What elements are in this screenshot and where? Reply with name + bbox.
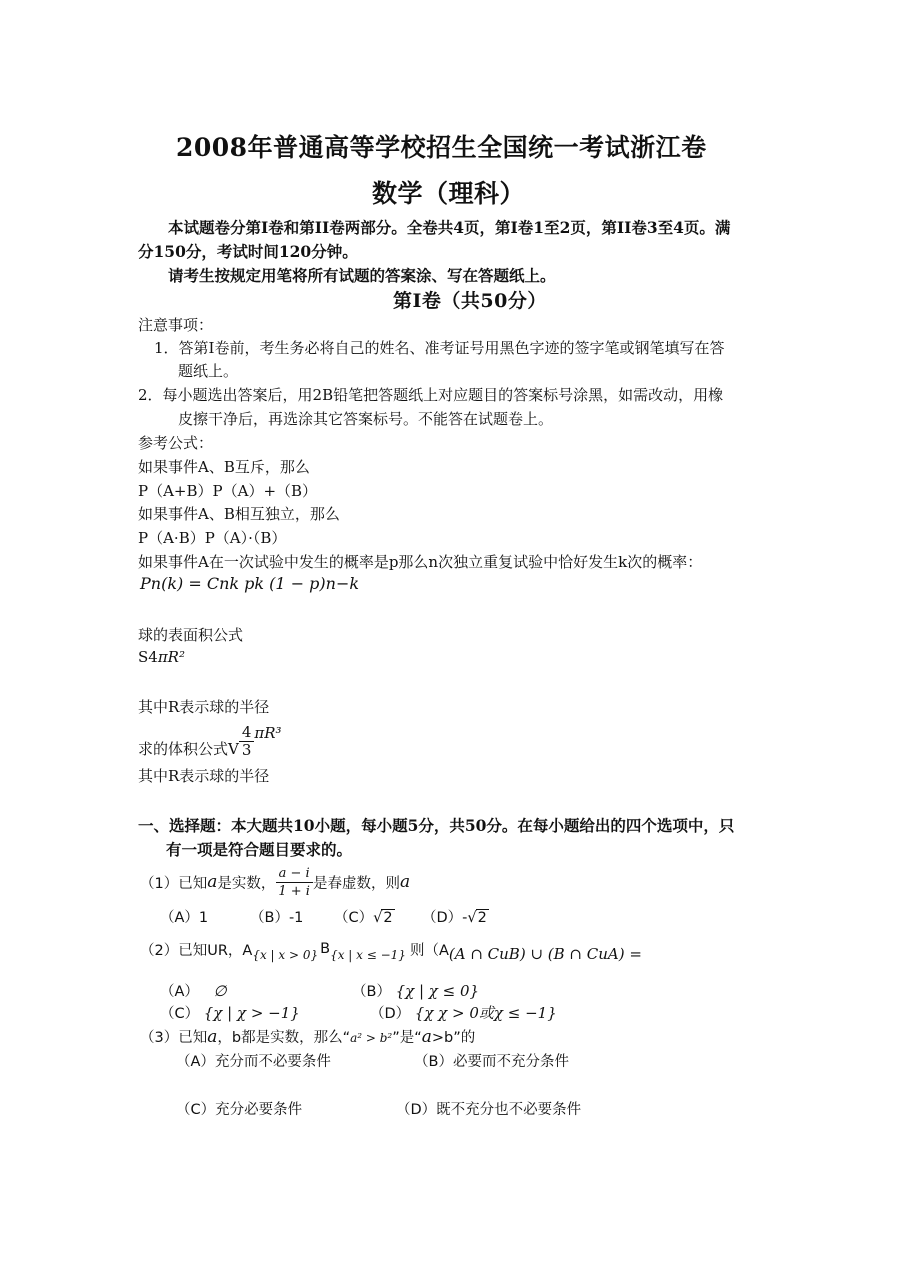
q3-option-d: （D）既不充分也不必要条件 (396, 1102, 582, 1118)
q1-option-c-radicand: 2 (383, 910, 393, 926)
q2-expression: (A ∩ CuB) ∪ (B ∩ CuA) = (448, 945, 642, 963)
formula-binomial: Pn(k) = Cnk pk (1 − p)n−k (140, 574, 360, 593)
exam-subtitle: 数学（理科） (372, 179, 526, 208)
formula-radius-note-1: 其中R表示球的半径 (138, 698, 270, 716)
formulas-heading: 参考公式： (138, 434, 214, 452)
question-2 (140, 934, 642, 964)
formula-sphere-volume-prefix: 求的体积公式V (138, 740, 239, 758)
q3-prefix: （3）已知 (140, 1030, 208, 1046)
q2-set-b: {x | x ≤ −1} (330, 948, 406, 962)
formula-sphere-volume-math: πR³ (254, 724, 282, 742)
q3-var: a (207, 1027, 218, 1047)
q1-fraction-den: 1 + i (278, 883, 310, 899)
q1-var: a (207, 872, 218, 892)
q2-option-b-value: {χ | χ ≤ 0} (395, 982, 480, 1000)
q3-condition: a² > b² (350, 1031, 393, 1045)
formula-sphere-area-label: 球的表面积公式 (138, 626, 244, 644)
q2-option-d-value: {χ χ > 0或χ ≤ −1} (414, 1004, 557, 1022)
q2-then: 则（A (409, 942, 449, 959)
q3-suffix: >b”的 (431, 1030, 476, 1046)
intro-line-3: 请考生按规定用笔将所有试题的答案涂、写在答题纸上。 (168, 266, 556, 285)
q2-option-a-value: ∅ (213, 982, 227, 1000)
q3-var2: a (421, 1027, 432, 1047)
q1-option-b: （B）-1 (250, 910, 304, 926)
question-3 (140, 1026, 475, 1047)
q1-option-c-label: （C） (334, 910, 374, 926)
q2-set-a: {x | x > 0} (252, 948, 319, 962)
intro-line-2: 分150分，考试时间120分钟。 (138, 242, 358, 261)
note-item-2-line-2: 皮擦干净后，再选涂其它答案标号。不能答在试题卷上。 (178, 410, 554, 428)
q3-mid2: ”是“ (392, 1030, 422, 1046)
formula-independent: 如果事件A、B相互独立，那么 (138, 505, 340, 523)
note-item-2-line-1: 2．每小题选出答案后，用2B铅笔把答题纸上对应题目的答案标号涂黑，如需改动，用橡 (138, 386, 724, 404)
q1-option-d-label: （D）- (422, 910, 468, 926)
section-choice-line-1: 一、选择题：本大题共10小题，每小题5分，共50分。在每小题给出的四个选项中，只 (138, 816, 735, 835)
q2-option-a-label: （A） (160, 984, 199, 1000)
q1-var2: a (399, 872, 411, 892)
formula-mutually-exclusive: 如果事件A、B互斥，那么 (138, 458, 310, 476)
question-1 (140, 862, 410, 902)
formula-sphere-area-math: πR² (157, 648, 185, 666)
intro-line-1: 本试题卷分第I卷和第II卷两部分。全卷共4页，第I卷1至2页，第II卷3至4页。满 (168, 218, 731, 237)
formula-addition: P（A+B）P（A）+（B） (138, 482, 318, 500)
q1-prefix: （1）已知 (140, 875, 208, 892)
q2-option-d (370, 1002, 557, 1023)
q2-b-label: B (320, 941, 331, 957)
q2-option-d-label: （D） (370, 1006, 411, 1022)
formula-radius-note-2: 其中R表示球的半径 (138, 767, 270, 785)
fraction-denominator: 3 (241, 741, 252, 759)
q1-fraction-num: a − i (276, 865, 313, 883)
formula-binomial-desc: 如果事件A在一次试验中发生的概率是p那么n次独立重复试验中恰好发生k次的概率： (138, 553, 703, 571)
q1-option-c (334, 906, 395, 927)
note-item-1-line-2: 题纸上。 (178, 362, 239, 380)
q1-fraction (275, 865, 313, 900)
q2-option-a (160, 980, 227, 1001)
q1-suffix: 是春虚数，则 (312, 875, 400, 892)
q3-mid: ，b都是实数，那么“ (217, 1030, 351, 1046)
q2-option-b-label: （B） (352, 984, 391, 1000)
formula-multiplication: P（A·B）P（A）·（B） (138, 529, 287, 547)
q3-option-b: （B）必要而不充分条件 (414, 1054, 569, 1070)
formula-sphere-area-prefix: S4 (138, 648, 158, 666)
formula-sphere-volume (138, 716, 282, 762)
formula-sphere-area (138, 648, 185, 666)
sqrt-icon: √ (467, 910, 477, 926)
q2-option-b (352, 980, 479, 1001)
notes-heading: 注意事项： (138, 316, 214, 334)
q3-option-a: （A）充分而不必要条件 (176, 1054, 331, 1070)
fraction-numerator: 4 (239, 724, 255, 742)
note-item-1-line-1: 1．答第Ⅰ卷前，考生务必将自己的姓名、准考证号用黑色字迹的签字笔或钢笔填写在答 (154, 339, 725, 357)
q1-option-d-radicand: 2 (477, 910, 487, 926)
q1-mid: 是实数， (217, 875, 276, 892)
sqrt-icon: √ (373, 910, 383, 926)
q2-option-c (160, 1002, 300, 1023)
q2-option-c-label: （C） (160, 1006, 200, 1022)
q1-option-d (422, 906, 489, 927)
exam-title: 2008年普通高等学校招生全国统一考试浙江卷 (176, 133, 707, 162)
formula-volume-fraction (239, 724, 255, 759)
q2-prefix: （2）已知UR，A (140, 942, 253, 959)
q3-option-c: （C）充分必要条件 (176, 1102, 303, 1118)
q2-option-c-value: {χ | χ > −1} (203, 1004, 300, 1022)
q1-option-a: （A）1 (160, 910, 209, 926)
section-title: 第I卷（共50分） (393, 290, 547, 312)
section-choice-line-2: 有一项是符合题目要求的。 (166, 840, 353, 859)
